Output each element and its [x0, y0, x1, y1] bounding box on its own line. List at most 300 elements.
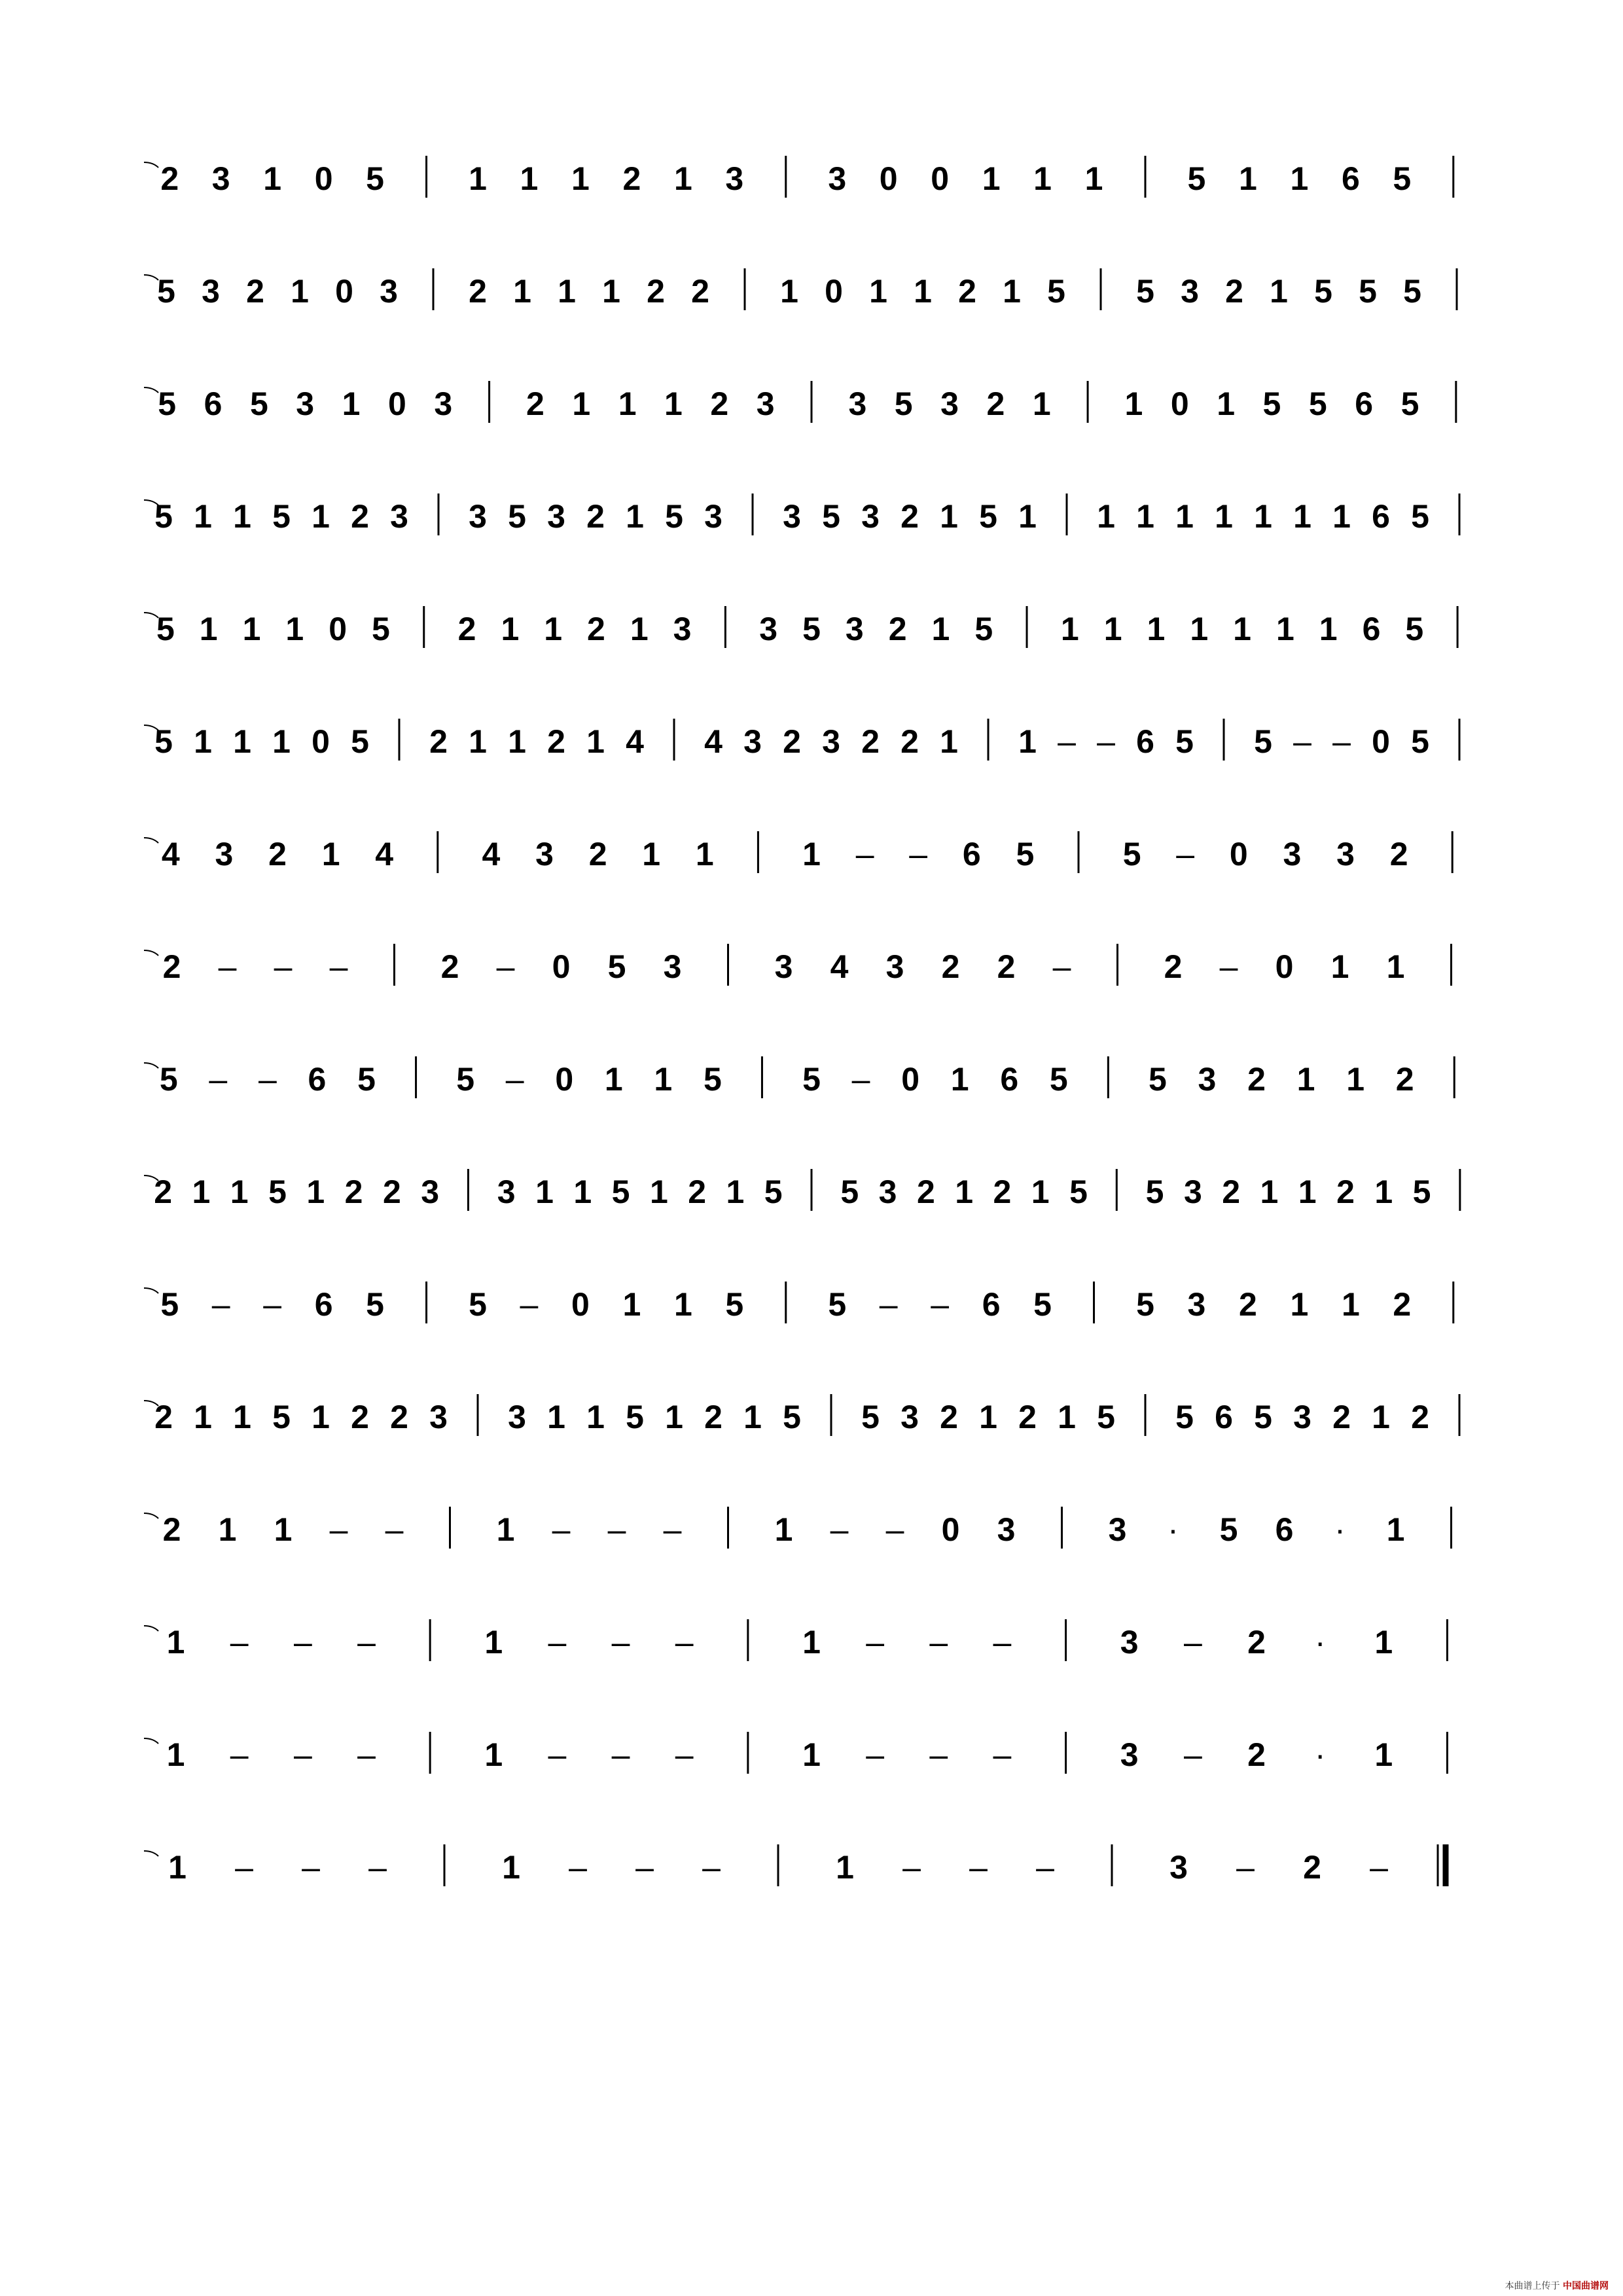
- note: 3: [783, 498, 801, 535]
- note: 3: [878, 1174, 897, 1210]
- note: 5: [508, 498, 526, 535]
- note: 5: [828, 1286, 847, 1323]
- note: 5: [1403, 273, 1421, 310]
- note: 2: [710, 386, 729, 422]
- note: 0: [329, 611, 348, 647]
- note: 6: [962, 836, 981, 872]
- note: 5: [725, 1286, 744, 1323]
- note: 5: [1033, 1286, 1052, 1323]
- note: 3: [421, 1174, 440, 1210]
- note: 2: [587, 611, 605, 647]
- note: 3: [1120, 1624, 1139, 1660]
- score-line: [144, 137, 1479, 236]
- sustain-dash: –: [909, 836, 928, 872]
- sustain-dash: –: [830, 1511, 849, 1548]
- note: 5: [1393, 160, 1412, 197]
- note: 5: [611, 1174, 630, 1210]
- note: 5: [1136, 273, 1154, 310]
- note: 6: [1000, 1061, 1019, 1098]
- note: 0: [901, 1061, 920, 1098]
- note: 1: [1341, 1286, 1360, 1323]
- note: 1: [1058, 1399, 1076, 1435]
- note: 3: [663, 948, 682, 985]
- note: 4: [830, 948, 849, 985]
- score-line: [144, 925, 1479, 1024]
- note: 2: [688, 1174, 707, 1210]
- note: 5: [1254, 723, 1272, 760]
- note: 2: [547, 723, 565, 760]
- sustain-dash: –: [929, 1624, 948, 1660]
- note: 2: [888, 611, 907, 647]
- note: 3: [469, 498, 487, 535]
- score-line-svg: [144, 1488, 1479, 1587]
- sustain-dash: –: [520, 1286, 539, 1323]
- sustain-dash: –: [929, 1736, 948, 1773]
- note: 5: [626, 1399, 644, 1435]
- note: 2: [997, 948, 1016, 985]
- note: 2: [154, 1174, 173, 1210]
- sustain-dash: –: [1058, 723, 1076, 760]
- sustain-dash: –: [851, 1061, 870, 1098]
- note: 2: [958, 273, 976, 310]
- note: 1: [194, 498, 212, 535]
- note: 1: [535, 1174, 554, 1210]
- note: 1: [166, 1736, 185, 1773]
- sustain-dash: –: [293, 1736, 312, 1773]
- score-line: [144, 588, 1479, 686]
- note: 2: [1411, 1399, 1429, 1435]
- sustain-dash: –: [885, 1511, 904, 1548]
- slur-mark: [144, 1513, 158, 1518]
- note: 1: [695, 836, 714, 872]
- note: 1: [586, 1399, 605, 1435]
- note: 1: [1032, 386, 1051, 422]
- note: 5: [802, 611, 821, 647]
- score-line-svg: [144, 250, 1479, 348]
- dot-mark: ·: [1168, 1511, 1179, 1548]
- slur-mark: [144, 275, 158, 280]
- dot-mark: ·: [1334, 1511, 1346, 1548]
- sustain-dash: –: [1293, 723, 1311, 760]
- sustain-dash: –: [1332, 723, 1351, 760]
- note: 2: [1164, 948, 1183, 985]
- note: 1: [665, 1399, 683, 1435]
- note: 1: [547, 1399, 565, 1435]
- note: 1: [586, 723, 605, 760]
- sustain-dash: –: [357, 1736, 376, 1773]
- note: 5: [1049, 1061, 1068, 1098]
- note: 2: [1247, 1061, 1266, 1098]
- note: 5: [802, 1061, 821, 1098]
- sustain-dash: –: [611, 1624, 630, 1660]
- note: 5: [158, 386, 177, 422]
- note: 1: [1290, 160, 1309, 197]
- score-line-svg: [144, 363, 1479, 461]
- note: 1: [230, 1174, 249, 1210]
- sustain-dash: –: [1052, 948, 1071, 985]
- note: 1: [508, 723, 526, 760]
- score-line: [144, 1038, 1479, 1136]
- note: 1: [558, 273, 576, 310]
- note: 3: [296, 386, 315, 422]
- note: 1: [233, 498, 251, 535]
- note: 0: [387, 386, 406, 422]
- note: 4: [161, 836, 180, 872]
- note: 1: [1233, 611, 1251, 647]
- sustain-dash: –: [635, 1849, 654, 1886]
- slur-mark: [144, 838, 158, 843]
- note: 3: [429, 1399, 448, 1435]
- note: 3: [215, 836, 234, 872]
- sustain-dash: –: [993, 1624, 1012, 1660]
- note: 1: [484, 1624, 503, 1660]
- note: 3: [759, 611, 778, 647]
- note: 1: [1190, 611, 1209, 647]
- note: 2: [1336, 1174, 1355, 1210]
- note: 0: [312, 723, 330, 760]
- note: 1: [931, 611, 950, 647]
- note: 1: [1215, 498, 1233, 535]
- note: 1: [1374, 1174, 1393, 1210]
- note: 3: [901, 1399, 919, 1435]
- sustain-dash: –: [230, 1624, 249, 1660]
- note: 1: [272, 723, 291, 760]
- note: 1: [520, 160, 539, 197]
- note: 5: [1016, 836, 1035, 872]
- note: 2: [941, 948, 960, 985]
- note: 1: [571, 160, 590, 197]
- note: 1: [726, 1174, 745, 1210]
- note: 6: [1275, 1511, 1294, 1548]
- note: 1: [502, 1849, 520, 1886]
- sustain-dash: –: [263, 1286, 282, 1323]
- note: 5: [1308, 386, 1327, 422]
- score-line: [144, 1151, 1479, 1249]
- score-line-svg: [144, 700, 1479, 798]
- note: 1: [218, 1511, 237, 1548]
- note: 2: [1332, 1399, 1351, 1435]
- note: 1: [1018, 723, 1037, 760]
- note: 5: [154, 723, 173, 760]
- footer-credit: [1505, 2279, 1609, 2292]
- note: 1: [285, 611, 304, 647]
- note: 1: [602, 273, 620, 310]
- note: 2: [1222, 1174, 1241, 1210]
- sustain-dash: –: [258, 1061, 277, 1098]
- note: 5: [357, 1061, 376, 1098]
- note: 3: [211, 160, 230, 197]
- note: 3: [848, 386, 867, 422]
- note: 1: [743, 1399, 762, 1435]
- note: 1: [1298, 1174, 1317, 1210]
- sustain-dash: –: [211, 1286, 230, 1323]
- note: 2: [526, 386, 544, 422]
- note: 5: [456, 1061, 475, 1098]
- score-line-svg: [144, 1601, 1479, 1699]
- note: 1: [940, 723, 958, 760]
- sustain-dash: –: [1236, 1849, 1255, 1886]
- note: 1: [572, 386, 591, 422]
- note: 1: [604, 1061, 623, 1098]
- note: 4: [375, 836, 394, 872]
- sustain-dash: –: [663, 1511, 682, 1548]
- note: 1: [484, 1736, 503, 1773]
- note: 3: [547, 498, 565, 535]
- note: 0: [571, 1286, 590, 1323]
- sustain-dash: –: [993, 1736, 1012, 1773]
- note: 1: [622, 1286, 641, 1323]
- note: 3: [673, 611, 692, 647]
- note: 5: [1314, 273, 1332, 310]
- note: 2: [1018, 1399, 1037, 1435]
- note: 1: [618, 386, 637, 422]
- note: 5: [1219, 1511, 1238, 1548]
- note: 5: [366, 160, 384, 197]
- note: 3: [822, 723, 840, 760]
- sustain-dash: –: [675, 1736, 694, 1773]
- sustain-dash: –: [505, 1061, 524, 1098]
- note: 1: [1239, 160, 1257, 197]
- slur-mark: [144, 387, 158, 393]
- sustain-dash: –: [274, 948, 293, 985]
- note: 5: [979, 498, 997, 535]
- note: 2: [457, 611, 476, 647]
- sustain-dash: –: [902, 1849, 921, 1886]
- note: 3: [1120, 1736, 1139, 1773]
- note: 1: [233, 723, 251, 760]
- score-line: [144, 813, 1479, 911]
- note: 4: [482, 836, 501, 872]
- note: 3: [1187, 1286, 1206, 1323]
- note: 6: [1362, 611, 1381, 647]
- note: 3: [434, 386, 453, 422]
- note: 2: [160, 160, 179, 197]
- score-line-svg: [144, 137, 1479, 236]
- note: 3: [774, 948, 793, 985]
- note: 2: [1239, 1286, 1257, 1323]
- sustain-dash: –: [302, 1849, 320, 1886]
- note: 5: [1145, 1174, 1164, 1210]
- note: 5: [840, 1174, 859, 1210]
- note: 5: [974, 611, 993, 647]
- sustain-dash: –: [218, 948, 237, 985]
- note: 2: [940, 1399, 958, 1435]
- note: 1: [1330, 948, 1349, 985]
- note: 0: [1229, 836, 1248, 872]
- sustain-dash: –: [879, 1286, 898, 1323]
- sustain-dash: –: [866, 1736, 885, 1773]
- score-line-svg: [144, 1151, 1479, 1249]
- note: 0: [1170, 386, 1189, 422]
- note: 2: [351, 1399, 369, 1435]
- sustain-dash: –: [552, 1511, 571, 1548]
- slur-mark: [144, 950, 158, 956]
- note: 5: [1262, 386, 1281, 422]
- note: 1: [1386, 1511, 1405, 1548]
- note: 1: [955, 1174, 974, 1210]
- note: 5: [272, 498, 291, 535]
- note: 2: [390, 1399, 408, 1435]
- note: 2: [162, 948, 181, 985]
- note: 1: [1217, 386, 1236, 422]
- note: 3: [885, 948, 904, 985]
- note: 1: [1332, 498, 1351, 535]
- note: 1: [1003, 273, 1021, 310]
- note: 1: [1270, 273, 1288, 310]
- note: 2: [351, 498, 369, 535]
- sustain-dash: –: [1176, 836, 1195, 872]
- note: 5: [156, 611, 175, 647]
- note: 1: [312, 1399, 330, 1435]
- sustain-dash: –: [611, 1736, 630, 1773]
- note: 1: [312, 498, 330, 535]
- sustain-dash: –: [866, 1624, 885, 1660]
- note: 1: [982, 160, 1001, 197]
- note: 5: [372, 611, 390, 647]
- note: 1: [194, 1399, 212, 1435]
- note: 1: [1031, 1174, 1050, 1210]
- note: 1: [654, 1061, 673, 1098]
- note: 2: [622, 160, 641, 197]
- note: 6: [1355, 386, 1374, 422]
- slur-mark: [144, 1288, 158, 1293]
- note: 1: [664, 386, 683, 422]
- score-line: [144, 1713, 1479, 1812]
- sustain-dash: –: [548, 1736, 567, 1773]
- note: 3: [1183, 1174, 1202, 1210]
- score-line: [144, 363, 1479, 461]
- sustain-dash: –: [329, 948, 348, 985]
- note: 1: [836, 1849, 854, 1886]
- note: 1: [496, 1511, 515, 1548]
- note: 5: [1400, 386, 1419, 422]
- note: 1: [274, 1511, 293, 1548]
- note: 2: [901, 723, 919, 760]
- note: 5: [366, 1286, 384, 1323]
- sustain-dash: –: [607, 1511, 626, 1548]
- note: 2: [588, 836, 607, 872]
- sustain-dash: –: [931, 1286, 950, 1323]
- note: 1: [1084, 160, 1103, 197]
- note: 1: [199, 611, 218, 647]
- score-line: [144, 1601, 1479, 1699]
- score-line-svg: [144, 588, 1479, 686]
- sustain-dash: –: [293, 1624, 312, 1660]
- note: 2: [162, 1511, 181, 1548]
- note: 2: [901, 498, 919, 535]
- note: 1: [168, 1849, 187, 1886]
- sustain-dash: –: [1036, 1849, 1054, 1886]
- note: 1: [1033, 160, 1052, 197]
- score-line-svg: [144, 1038, 1479, 1136]
- score-line: [144, 1376, 1479, 1474]
- note: 2: [916, 1174, 935, 1210]
- note: 2: [154, 1399, 173, 1435]
- note: 5: [1175, 1399, 1194, 1435]
- note: 5: [1047, 273, 1065, 310]
- note: 2: [647, 273, 665, 310]
- note: 3: [743, 723, 762, 760]
- note: 1: [1097, 498, 1115, 535]
- note: 6: [308, 1061, 327, 1098]
- note: 1: [1147, 611, 1166, 647]
- note: 6: [982, 1286, 1001, 1323]
- sustain-dash: –: [209, 1061, 228, 1098]
- note: 0: [335, 273, 353, 310]
- note: 1: [1319, 611, 1338, 647]
- note: 6: [1372, 498, 1390, 535]
- note: 3: [861, 498, 880, 535]
- note: 3: [508, 1399, 526, 1435]
- note: 2: [986, 386, 1005, 422]
- note: 1: [1374, 1624, 1393, 1660]
- sustain-dash: –: [1183, 1736, 1202, 1773]
- note: 1: [1254, 498, 1272, 535]
- sustain-dash: –: [569, 1849, 587, 1886]
- note: 2: [704, 1399, 722, 1435]
- note: 5: [351, 723, 369, 760]
- sustain-dash: –: [230, 1736, 249, 1773]
- score-line-svg: [144, 475, 1479, 573]
- note: 5: [1175, 723, 1194, 760]
- note: 1: [914, 273, 932, 310]
- note: 3: [1293, 1399, 1311, 1435]
- dot-mark: ·: [1314, 1624, 1326, 1660]
- note: 2: [783, 723, 801, 760]
- note: 1: [1275, 611, 1294, 647]
- note: 6: [204, 386, 223, 422]
- slur-mark: [144, 1851, 158, 1856]
- note: 1: [940, 498, 958, 535]
- note: 2: [1247, 1624, 1266, 1660]
- sustain-dash: –: [235, 1849, 253, 1886]
- note: 0: [552, 948, 571, 985]
- note: 5: [159, 1061, 178, 1098]
- note: 1: [166, 1624, 185, 1660]
- note: 3: [845, 611, 864, 647]
- note: 5: [703, 1061, 722, 1098]
- note: 1: [1386, 948, 1405, 985]
- score-line: [144, 1263, 1479, 1361]
- sustain-dash: –: [548, 1624, 567, 1660]
- note: 5: [154, 498, 173, 535]
- note: 1: [979, 1399, 997, 1435]
- note: 3: [725, 160, 744, 197]
- sustain-dash: –: [496, 948, 515, 985]
- note: 2: [691, 273, 709, 310]
- note: 1: [802, 1736, 821, 1773]
- note: 1: [1136, 498, 1154, 535]
- note: 1: [263, 160, 282, 197]
- note: 5: [764, 1174, 783, 1210]
- note: 0: [1372, 723, 1390, 760]
- note: 3: [756, 386, 775, 422]
- note: 5: [1069, 1174, 1088, 1210]
- sustain-dash: –: [702, 1849, 721, 1886]
- note: 3: [997, 1511, 1016, 1548]
- note: 5: [1122, 836, 1141, 872]
- note: 5: [1412, 1174, 1431, 1210]
- note: 1: [342, 386, 361, 422]
- sustain-dash: –: [969, 1849, 988, 1886]
- note: 5: [1187, 160, 1206, 197]
- note: 5: [1097, 1399, 1115, 1435]
- note: 1: [192, 1174, 211, 1210]
- note: 2: [246, 273, 264, 310]
- note: 5: [1405, 611, 1424, 647]
- note: 5: [157, 273, 175, 310]
- sustain-dash: –: [855, 836, 874, 872]
